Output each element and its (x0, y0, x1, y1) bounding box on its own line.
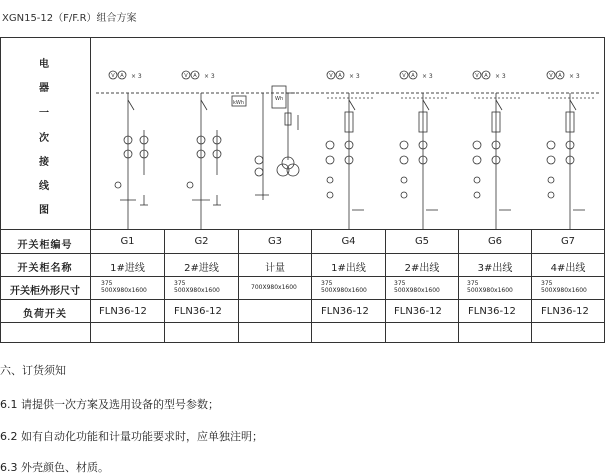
cabinet-name: 4#出线 (550, 263, 586, 274)
notes-heading: 六、订货须知 (0, 364, 66, 377)
cabinet-size (541, 280, 587, 294)
cabinet-size-bottom: 500X980x1600 (321, 287, 367, 294)
cabinet-size-bottom: 500X980x1600 (541, 287, 587, 294)
cabinet-name: 2#出线 (404, 263, 440, 274)
cabinet-size (467, 280, 513, 294)
cabinet-size-top: 375 (101, 280, 113, 287)
badge-v-g7: V (549, 73, 553, 79)
meter-box-kwh: kWh (233, 100, 245, 106)
notes-line: 6.2 如有自动化功能和计量功能要求时，应单独注明； (0, 430, 263, 443)
cabinet-id: G6 (487, 236, 503, 247)
diagram-label-char: 接 (39, 157, 49, 168)
cabinet-size-bottom: 500X980x1600 (101, 287, 147, 294)
badge-x3-g5: × 3 (422, 73, 433, 80)
row-label-load: 负荷开关 (23, 309, 67, 320)
cabinet-size-bottom: 500X980x1600 (467, 287, 513, 294)
badge-x3-g6: × 3 (495, 73, 506, 80)
cabinet-name: 计量 (265, 263, 285, 274)
cabinet-size-top: 375 (321, 280, 333, 287)
badge-a-g4: A (338, 73, 342, 79)
load-switch: FLN36-12 (321, 306, 369, 317)
badge-x3-g2: × 3 (204, 73, 215, 80)
badge-x3-g4: × 3 (349, 73, 360, 80)
cabinet-size (394, 280, 440, 294)
cabinet-name: 3#出线 (477, 263, 513, 274)
cabinet-name: 1#出线 (331, 263, 366, 274)
notes-line: 6.3 外壳颜色、材质。 (0, 461, 109, 474)
cabinet-id: G5 (414, 236, 430, 247)
cabinet-id: G1 (120, 236, 135, 247)
cabinet-id: G7 (560, 236, 576, 247)
cabinet-size (251, 284, 297, 291)
meter-box-wh: Wh (275, 96, 284, 102)
cabinet-size-bottom: 700X980x1600 (251, 284, 297, 291)
cabinet-id: G2 (194, 236, 209, 247)
diagram-label-char: 次 (39, 133, 49, 144)
cabinet-name: 2#进线 (184, 263, 219, 274)
cabinet-id: G3 (267, 236, 283, 247)
row-label-size: 开关柜外形尺寸 (10, 286, 80, 297)
diagram-label-char: 线 (39, 181, 49, 192)
badge-a-g5: A (411, 73, 415, 79)
cabinet-size (101, 280, 147, 294)
load-switch: FLN36-12 (99, 306, 147, 317)
cabinet-size-bottom: 500X980x1600 (174, 287, 220, 294)
badge-v-g6: V (475, 73, 479, 79)
diagram-label-char: 器 (39, 83, 49, 94)
badge-v-g1: V (111, 73, 115, 79)
cabinet-size-top: 375 (394, 280, 406, 287)
cabinet-id: G4 (341, 236, 356, 247)
load-switch: FLN36-12 (174, 306, 222, 317)
cabinet-size-top: 375 (174, 280, 186, 287)
diagram-label-char: 图 (39, 205, 49, 216)
badge-v-g5: V (402, 73, 406, 79)
load-switch: FLN36-12 (541, 306, 589, 317)
cabinet-name: 1#进线 (110, 263, 145, 274)
notes-line: 6.1 请提供一次方案及选用设备的型号参数； (0, 398, 219, 411)
row-label-name: 开关柜名称 (17, 263, 73, 274)
load-switch: FLN36-12 (468, 306, 516, 317)
load-switch: FLN36-12 (394, 306, 442, 317)
badge-v-g2: V (184, 73, 188, 79)
badge-a-g6: A (484, 73, 488, 79)
page-title: XGN15-12（F/F.R）组合方案 (2, 13, 137, 24)
badge-a-g7: A (558, 73, 562, 79)
cabinet-size-bottom: 500X980x1600 (394, 287, 440, 294)
badge-v-g4: V (329, 73, 333, 79)
badge-a-g2: A (193, 73, 197, 79)
cabinet-size (321, 280, 367, 294)
cabinet-size-top: 375 (467, 280, 479, 287)
diagram-label-char: 电 (39, 59, 49, 70)
badge-a-g1: A (120, 73, 124, 79)
cabinet-size (174, 280, 220, 294)
badge-x3-g7: × 3 (569, 73, 580, 80)
diagram-label-char: 一 (39, 108, 49, 119)
badge-x3-g1: × 3 (131, 73, 142, 80)
cabinet-size-top: 375 (541, 280, 553, 287)
row-label-number: 开关柜编号 (17, 240, 73, 251)
